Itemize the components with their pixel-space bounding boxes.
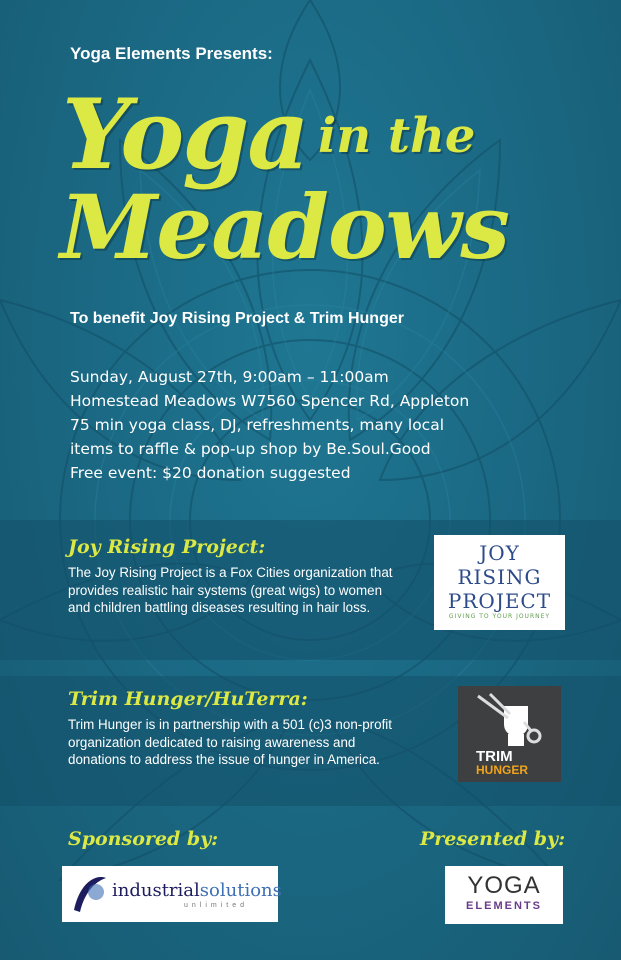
trim-description: Trim Hunger is in partnership with a 501 (c)3 non-profit organization dedicated to raising awareness and donations to address the issue of hunger in America. — [68, 717, 392, 767]
sponsor-name — [112, 880, 282, 901]
trim-hunger-logo — [458, 686, 561, 782]
yoga-elements-logo-word1: YOGA — [467, 872, 541, 899]
trim-heading: Trim Hunger/HuTerra: — [68, 688, 308, 710]
joy-logo-line2: RISING — [457, 565, 542, 589]
event-date-time: Sunday, August 27th, 9:00am – 11:00am — [70, 368, 389, 386]
joy-logo-tagline: GIVING TO YOUR JOURNEY — [448, 613, 551, 620]
industrial-solutions-logo — [62, 866, 282, 922]
fist-scissors-icon — [476, 692, 546, 748]
title-meadows: Meadows — [60, 175, 509, 279]
trim-logo-word1: TRIM — [476, 748, 513, 765]
event-location: Homestead Meadows W7560 Spencer Rd, Appleton — [70, 392, 470, 410]
presented-by-label: Presented by: — [420, 828, 566, 850]
sponsor-name-b: solutions — [199, 880, 282, 901]
presenter-line: Yoga Elements Presents: — [70, 44, 273, 63]
joy-heading: Joy Rising Project: — [68, 536, 266, 558]
joy-logo-line1: JOY — [479, 541, 520, 565]
yoga-elements-logo — [445, 866, 563, 924]
title-yoga: Yoga — [62, 78, 308, 191]
joy-rising-logo — [434, 535, 565, 630]
event-cost: Free event: $20 donation suggested — [70, 464, 351, 482]
event-activities-1: 75 min yoga class, DJ, refreshments, many local — [70, 416, 445, 434]
sponsor-subtitle: unlimited — [184, 902, 249, 909]
benefit-line: To benefit Joy Rising Project & Trim Hunger — [70, 310, 404, 327]
sponsor-name-a: industrial — [112, 880, 200, 901]
trim-logo-word2: HUNGER — [476, 763, 529, 777]
event-activities-2: items to raffle & pop-up shop by Be.Soul.Good — [70, 440, 431, 458]
joy-logo-line3: PROJECT — [447, 589, 552, 613]
joy-description: The Joy Rising Project is a Fox Cities organization that provides realistic hair systems (great wigs) to women and children battling diseases resulting in hair loss. — [68, 565, 393, 615]
event-details — [70, 365, 469, 485]
title-in-the: in the — [318, 108, 476, 164]
swoosh-icon — [70, 872, 110, 916]
yoga-elements-logo-word2: ELEMENTS — [466, 900, 542, 912]
sponsored-by-label: Sponsored by: — [68, 828, 219, 850]
